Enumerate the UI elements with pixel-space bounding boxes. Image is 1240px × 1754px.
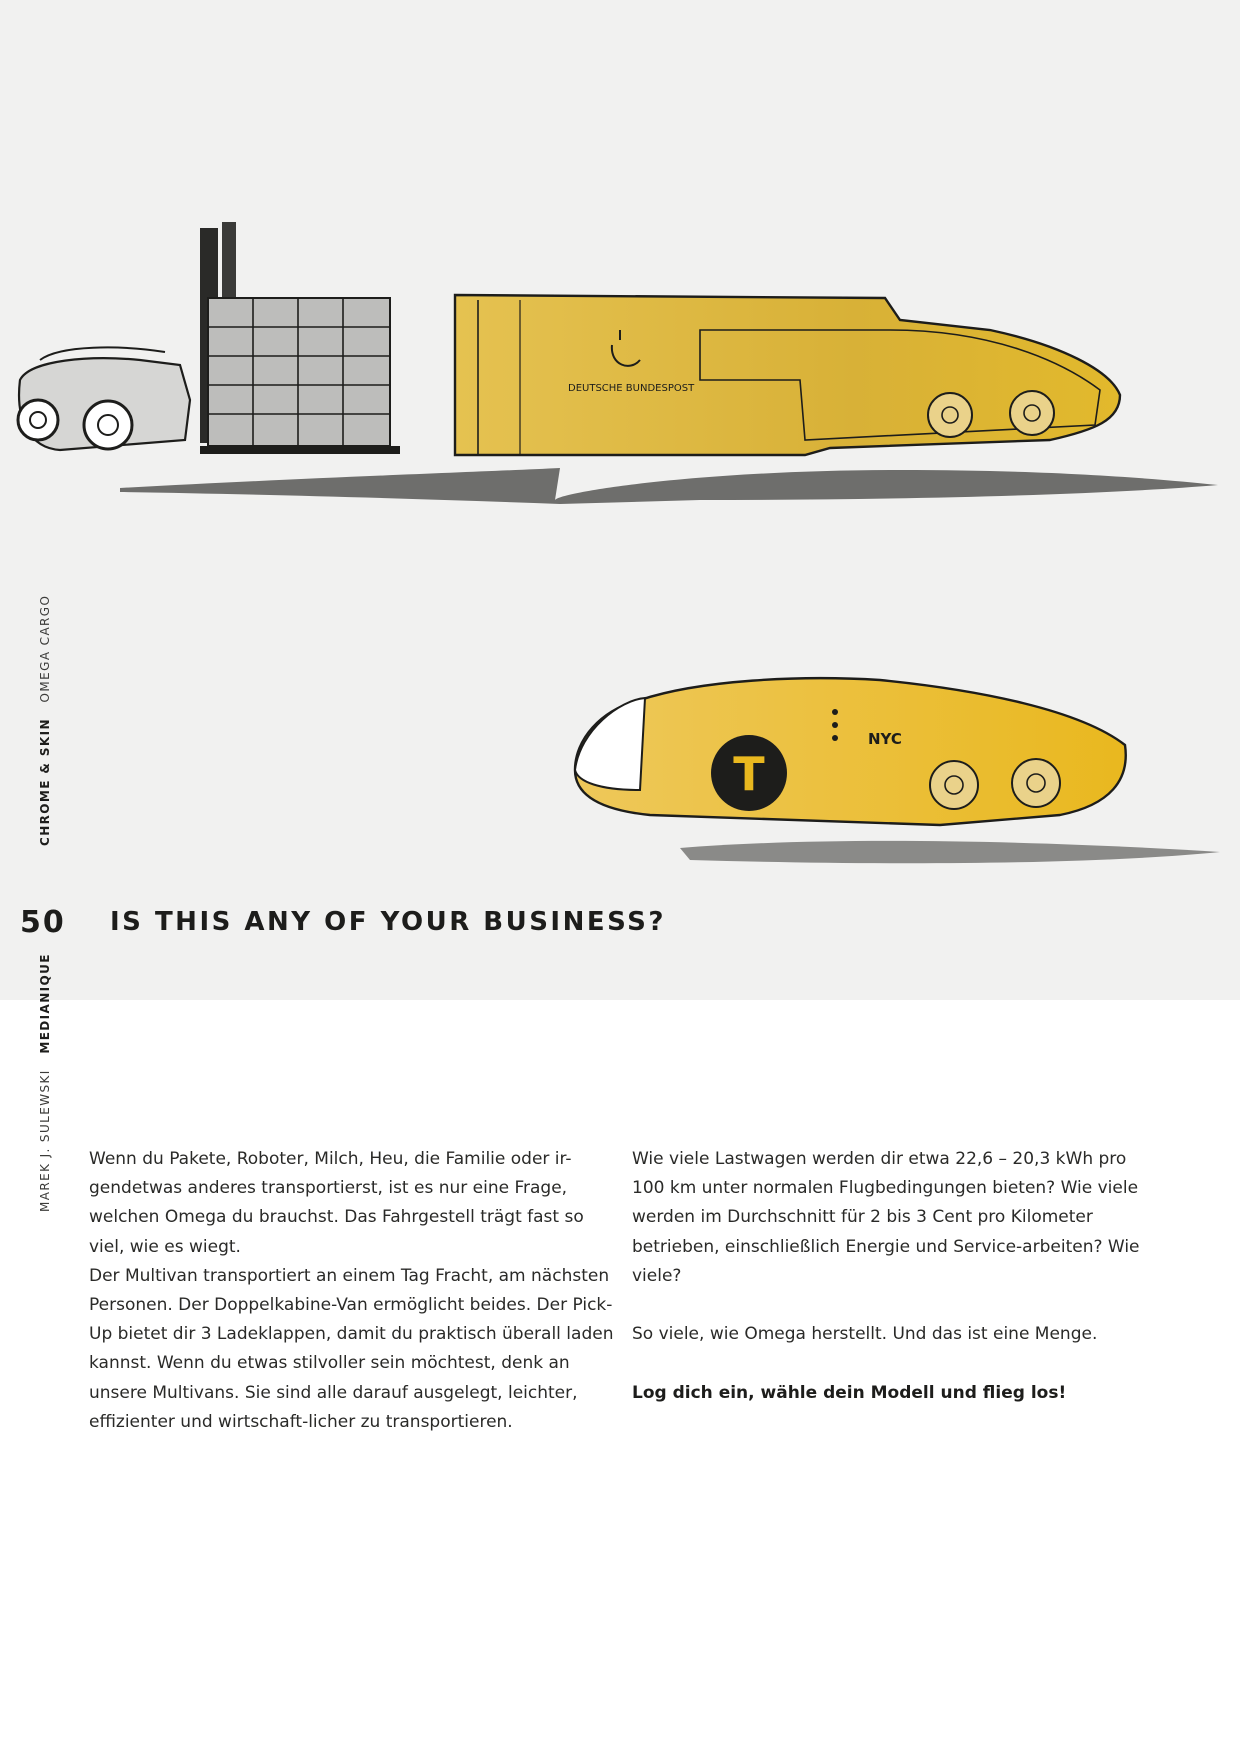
sidebar-article-name: OMEGA CARGO [38, 594, 52, 703]
sidebar-author-name: MAREK J. SULEWSKI [38, 1069, 52, 1212]
call-to-action: Log dich ein, wähle dein Modell und flieg los! [632, 1382, 1067, 1403]
body-paragraph: So viele, wie Omega herstellt. Und das ist eine Menge. [632, 1324, 1098, 1345]
page-number: 50 [20, 905, 66, 940]
body-column-left [89, 1145, 615, 1437]
page-headline: IS THIS ANY OF YOUR BUSINESS? [110, 907, 666, 937]
pallet-boxes [200, 298, 400, 454]
cargo-logo-text: DEUTSCHE BUNDESPOST [568, 383, 695, 394]
sidebar-author-label [38, 953, 52, 1212]
taxi-badge-letter: T [733, 747, 765, 801]
taxi-vehicle [575, 678, 1126, 825]
taxi-ground-shadow [680, 841, 1220, 863]
sidebar-publisher-name: MEDIANIQUE [38, 953, 52, 1054]
body-paragraph: Der Multivan transportiert an einem Tag Fracht, am nächsten Personen. Der Doppelkabine-Van ermöglicht beides. Der Pick-Up bietet dir 3 Ladeklappen, damit du praktisch überall laden kannst. Wenn du etwas stilvoller sein möchtest, denk an unsere Multivans. Sie sind alle darauf ausgelegt, leichter, effizienter und wirtschaft-licher zu transportieren. [89, 1265, 614, 1432]
forklift-sketch [18, 222, 236, 450]
taxi-logo-text: NYC [868, 730, 902, 748]
body-column-right [632, 1145, 1162, 1408]
sidebar-series-name: CHROME & SKIN [38, 718, 52, 846]
body-paragraph: Wenn du Pakete, Roboter, Milch, Heu, die Familie oder ir-gendetwas anderes transportierst, ist es nur eine Frage, welchen Omega du brauchst. Das Fahrgestell trägt fast so viel, wie es wiegt. [89, 1149, 584, 1257]
body-paragraph: Wie viele Lastwagen werden dir etwa 22,6 – 20,3 kWh pro 100 km unter normalen Flugbedingungen bieten? Wie viele werden im Durchschnitt für 2 bis 3 Cent pro Kilometer betrieben, einschließlich Energie und Service-arbeiten? Wie viele? [632, 1149, 1140, 1286]
sidebar-section-label [38, 595, 52, 846]
cargo-vehicle [455, 295, 1120, 455]
top-ground-shadow [120, 468, 1218, 504]
